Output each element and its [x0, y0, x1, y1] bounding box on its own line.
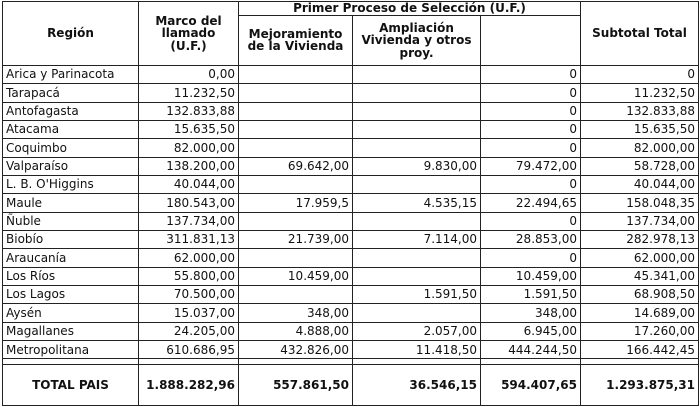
subtotal-cell: 0: [481, 139, 581, 157]
marco-cell: 24.205,00: [139, 322, 239, 340]
table-row: [3, 286, 699, 304]
subtotal-cell: 0: [481, 121, 581, 139]
marco-cell: 82.000,00: [139, 139, 239, 157]
marco-cell: 55.800,00: [139, 267, 239, 285]
total-subtotal-cell: 594.407,65: [481, 364, 581, 406]
table-row: [3, 139, 699, 157]
segundo-cell: 82.000,00: [581, 139, 699, 157]
region-cell: Metropolitana: [3, 341, 139, 359]
subtotal-cell: 0: [481, 84, 581, 102]
table-row: [3, 102, 699, 120]
region-cell: Coquimbo: [3, 139, 139, 157]
mejoramiento-cell: [239, 121, 353, 139]
subtotal-cell: 444.244,50: [481, 341, 581, 359]
table-row: [3, 304, 699, 322]
marco-cell: 137.734,00: [139, 212, 239, 230]
region-cell: Antofagasta: [3, 102, 139, 120]
ampliacion-cell: [353, 176, 481, 194]
mejoramiento-cell: [239, 139, 353, 157]
ampliacion-cell: [353, 304, 481, 322]
table-row: [3, 341, 699, 359]
mejoramiento-cell: [239, 286, 353, 304]
table-body: [3, 65, 699, 405]
mejoramiento-cell: 17.959,5: [239, 194, 353, 212]
header-primer-proceso: Primer Proceso de Selección (U.F.): [239, 2, 581, 16]
table-row: [3, 249, 699, 267]
region-cell: Araucanía: [3, 249, 139, 267]
ampliacion-cell: 1.591,50: [353, 286, 481, 304]
subtotal-cell: 348,00: [481, 304, 581, 322]
subtotal-cell: 10.459,00: [481, 267, 581, 285]
mejoramiento-cell: 10.459,00: [239, 267, 353, 285]
segundo-cell: 62.000,00: [581, 249, 699, 267]
marco-cell: 11.232,50: [139, 84, 239, 102]
mejoramiento-cell: [239, 212, 353, 230]
subtotal-cell: 0: [481, 102, 581, 120]
segundo-cell: 282.978,13: [581, 231, 699, 249]
region-cell: L. B. O'Higgins: [3, 176, 139, 194]
segundo-cell: 17.260,00: [581, 322, 699, 340]
total-segundo-cell: 1.293.875,31: [581, 364, 699, 406]
region-cell: Valparaíso: [3, 157, 139, 175]
table-row: [3, 194, 699, 212]
mejoramiento-cell: 348,00: [239, 304, 353, 322]
mejoramiento-cell: 69.642,00: [239, 157, 353, 175]
total-marco-cell: 1.888.282,96: [139, 364, 239, 406]
marco-cell: 15.037,00: [139, 304, 239, 322]
total-row: [3, 364, 699, 406]
region-cell: Biobío: [3, 231, 139, 249]
table-row: [3, 84, 699, 102]
ampliacion-cell: [353, 121, 481, 139]
segundo-cell: 45.341,00: [581, 267, 699, 285]
region-cell: Aysén: [3, 304, 139, 322]
mejoramiento-cell: [239, 84, 353, 102]
ampliacion-cell: [353, 249, 481, 267]
segundo-cell: 132.833,88: [581, 102, 699, 120]
subtotal-cell: 79.472,00: [481, 157, 581, 175]
table-row: [3, 176, 699, 194]
region-cell: Arica y Parinacota: [3, 65, 139, 83]
mejoramiento-cell: [239, 176, 353, 194]
ampliacion-cell: 9.830,00: [353, 157, 481, 175]
subtotal-cell: 0: [481, 65, 581, 83]
marco-cell: 0,00: [139, 65, 239, 83]
total-region-cell: TOTAL PAIS: [3, 364, 139, 406]
table-row: [3, 121, 699, 139]
segundo-cell: 11.232,50: [581, 84, 699, 102]
marco-cell: 311.831,13: [139, 231, 239, 249]
table-row: [3, 231, 699, 249]
region-cell: Magallanes: [3, 322, 139, 340]
header-row-top: [3, 2, 699, 16]
marco-cell: 62.000,00: [139, 249, 239, 267]
mejoramiento-cell: 21.739,00: [239, 231, 353, 249]
segundo-cell: 15.635,50: [581, 121, 699, 139]
ampliacion-cell: [353, 212, 481, 230]
segundo-cell: 68.908,50: [581, 286, 699, 304]
marco-cell: 180.543,00: [139, 194, 239, 212]
total-ampliacion-cell: 36.546,15: [353, 364, 481, 406]
segundo-cell: 14.689,00: [581, 304, 699, 322]
segundo-cell: 58.728,00: [581, 157, 699, 175]
header-subtotal: Subtotal Total: [581, 2, 699, 66]
region-cell: Ñuble: [3, 212, 139, 230]
subtotal-cell: 0: [481, 212, 581, 230]
subtotal-cell: 22.494,65: [481, 194, 581, 212]
ampliacion-cell: 11.418,50: [353, 341, 481, 359]
document-page: [2, 1, 698, 405]
segundo-cell: 0: [581, 65, 699, 83]
subtotal-cell: 28.853,00: [481, 231, 581, 249]
ampliacion-cell: [353, 102, 481, 120]
total-mejoramiento-cell: 557.861,50: [239, 364, 353, 406]
mejoramiento-cell: [239, 102, 353, 120]
subtotal-cell: 0: [481, 249, 581, 267]
mejoramiento-cell: [239, 65, 353, 83]
table-row: [3, 267, 699, 285]
marco-cell: 40.044,00: [139, 176, 239, 194]
header-ampliacion: Ampliación Vivienda y otros proy.: [353, 15, 481, 65]
table-row: [3, 65, 699, 83]
header-marco: Marco del llamado (U.F.): [139, 2, 239, 66]
segundo-cell: 137.734,00: [581, 212, 699, 230]
header-region: Región: [3, 2, 139, 66]
marco-cell: 132.833,88: [139, 102, 239, 120]
marco-cell: 70.500,00: [139, 286, 239, 304]
mejoramiento-cell: 4.888,00: [239, 322, 353, 340]
segundo-cell: 158.048,35: [581, 194, 699, 212]
subtotal-cell: 1.591,50: [481, 286, 581, 304]
mejoramiento-cell: 432.826,00: [239, 341, 353, 359]
marco-cell: 138.200,00: [139, 157, 239, 175]
marco-cell: 15.635,50: [139, 121, 239, 139]
ampliacion-cell: [353, 267, 481, 285]
segundo-cell: 40.044,00: [581, 176, 699, 194]
region-cell: Tarapacá: [3, 84, 139, 102]
region-cell: Atacama: [3, 121, 139, 139]
ampliacion-cell: [353, 139, 481, 157]
segundo-cell: 166.442,45: [581, 341, 699, 359]
ampliacion-cell: 7.114,00: [353, 231, 481, 249]
region-cell: Los Ríos: [3, 267, 139, 285]
budget-table: [2, 1, 699, 406]
table-row: [3, 157, 699, 175]
ampliacion-cell: 4.535,15: [353, 194, 481, 212]
ampliacion-cell: 2.057,00: [353, 322, 481, 340]
region-cell: Maule: [3, 194, 139, 212]
subtotal-cell: 6.945,00: [481, 322, 581, 340]
region-cell: Los Lagos: [3, 286, 139, 304]
subtotal-cell: 0: [481, 176, 581, 194]
mejoramiento-cell: [239, 249, 353, 267]
marco-cell: 610.686,95: [139, 341, 239, 359]
header-mejoramiento: Mejoramiento de la Vivienda: [239, 15, 353, 65]
ampliacion-cell: [353, 84, 481, 102]
table-row: [3, 212, 699, 230]
ampliacion-cell: [353, 65, 481, 83]
table-row: [3, 322, 699, 340]
